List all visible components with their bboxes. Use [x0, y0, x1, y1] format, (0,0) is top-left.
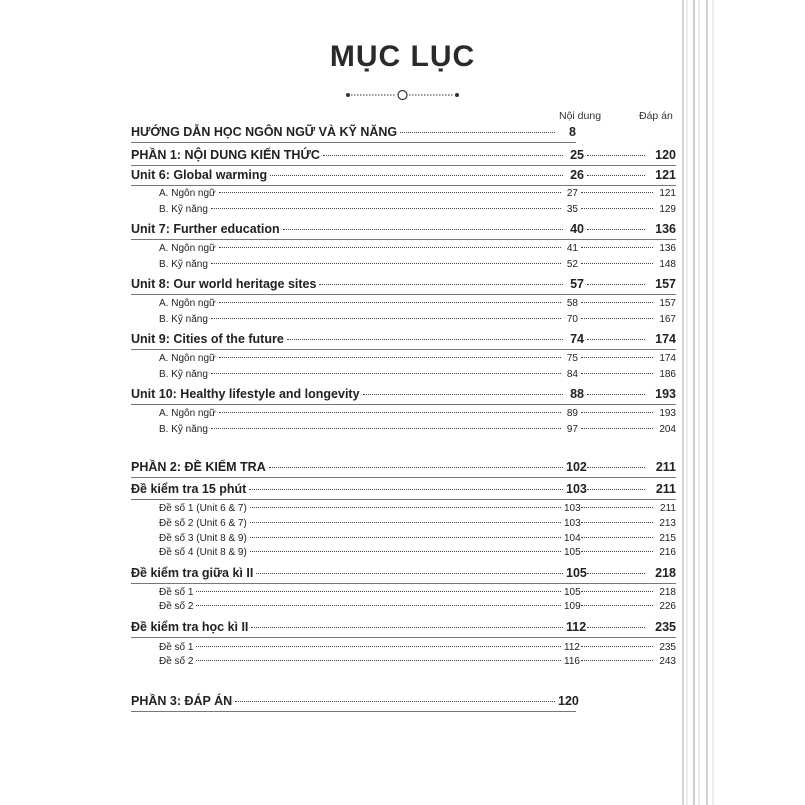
toc-subentry	[159, 314, 676, 325]
dot-leader	[251, 627, 563, 628]
dot-leader	[587, 155, 645, 156]
dot-leader	[196, 646, 561, 647]
toc-answer-page: 213	[659, 518, 676, 529]
dot-leader	[270, 175, 563, 176]
toc-entry-label: A. Ngôn ngữ	[159, 353, 216, 364]
title-divider-ornament	[345, 88, 460, 102]
toc-entry	[131, 620, 676, 634]
dot-leader	[581, 208, 653, 209]
page-title: MỤC LỤC	[329, 40, 476, 73]
dot-leader	[219, 412, 561, 413]
toc-entry-label: Đề số 2	[159, 601, 194, 612]
column-headers	[0, 110, 805, 124]
entry-underline	[131, 349, 676, 350]
toc-content-page: 70	[566, 314, 578, 325]
toc-answer-page: 121	[659, 188, 676, 199]
toc-subentry	[159, 656, 676, 667]
toc-subentry	[159, 587, 676, 598]
entry-underline	[131, 637, 676, 638]
dot-leader	[219, 302, 561, 303]
dot-leader	[581, 591, 653, 592]
toc-entry	[131, 460, 676, 474]
toc-content-page: 103	[564, 518, 581, 529]
toc-answer-page: 174	[659, 353, 676, 364]
toc-content-page: 105	[564, 587, 581, 598]
toc-entry	[131, 125, 576, 139]
toc-answer-page: 148	[659, 259, 676, 270]
toc-entry-label: Unit 8: Our world heritage sites	[131, 277, 317, 291]
toc-content-page: 58	[566, 298, 578, 309]
toc-subentry	[159, 601, 676, 612]
toc-answer-page: 218	[659, 587, 676, 598]
toc-answer-page: 167	[659, 314, 676, 325]
toc-entry-label: Đề số 1	[159, 587, 194, 598]
toc-entry-label: Đề kiểm tra học kì II	[131, 620, 249, 634]
toc-entry-label: A. Ngôn ngữ	[159, 243, 216, 254]
toc-entry-label: B. Kỹ năng	[159, 204, 208, 215]
toc-answer-page: 204	[659, 424, 676, 435]
toc-content-page: 89	[566, 408, 578, 419]
dot-leader	[587, 175, 645, 176]
toc-entry	[131, 482, 676, 496]
toc-answer-page: 235	[655, 620, 676, 634]
toc-content-page: 120	[558, 694, 579, 708]
toc-answer-page: 136	[655, 222, 676, 236]
dot-leader	[581, 318, 653, 319]
toc-entry-label: Unit 10: Healthy lifestyle and longevity	[131, 387, 360, 401]
toc-subentry	[159, 424, 676, 435]
toc-answer-page: 120	[655, 148, 676, 162]
toc-content-page: 40	[570, 222, 584, 236]
toc-content-page: 52	[566, 259, 578, 270]
dot-leader	[587, 229, 645, 230]
dot-leader	[581, 428, 653, 429]
dot-leader	[323, 155, 563, 156]
toc-entry-label: Đề số 3 (Unit 8 & 9)	[159, 533, 247, 544]
toc-content-page: 112	[566, 620, 587, 634]
toc-entry-label: HƯỚNG DẪN HỌC NGÔN NGỮ VÀ KỸ NĂNG	[131, 125, 398, 139]
dot-leader	[283, 229, 563, 230]
toc-content-page: 35	[566, 204, 578, 215]
dot-leader	[250, 522, 561, 523]
toc-subentry	[159, 547, 676, 558]
entry-underline	[131, 583, 676, 584]
entry-underline	[131, 711, 576, 712]
toc-entry-label: PHẦN 3: ĐÁP ÁN	[131, 694, 233, 708]
dot-leader	[269, 467, 563, 468]
dot-leader	[581, 302, 653, 303]
toc-entry	[131, 277, 676, 291]
toc-subentry	[159, 298, 676, 309]
toc-content-page: 41	[566, 243, 578, 254]
column-header-content: Nội dung	[559, 110, 602, 122]
dot-leader	[581, 646, 653, 647]
toc-entry-label: Đề số 1 (Unit 6 & 7)	[159, 503, 247, 514]
toc-entry-label: Đề kiểm tra giữa kì II	[131, 566, 254, 580]
toc-answer-page: 157	[659, 298, 676, 309]
toc-entry	[131, 332, 676, 346]
toc-entry	[131, 566, 676, 580]
toc-entry-label: PHẦN 2: ĐỀ KIỂM TRA	[131, 460, 266, 474]
toc-answer-page: 226	[659, 601, 676, 612]
dot-leader	[219, 357, 561, 358]
dot-leader	[196, 605, 561, 606]
toc-entry-label: Unit 7: Further education	[131, 222, 280, 236]
dot-leader	[211, 263, 561, 264]
toc-content-page: 105	[566, 566, 587, 580]
dot-leader	[581, 373, 653, 374]
toc-answer-page: 136	[659, 243, 676, 254]
entry-underline	[131, 499, 676, 500]
entry-underline	[131, 239, 676, 240]
toc-answer-page: 218	[655, 566, 676, 580]
toc-content-page: 104	[564, 533, 581, 544]
toc-content-page: 84	[566, 369, 578, 380]
toc-content-page: 116	[564, 656, 580, 667]
toc-answer-page: 157	[655, 277, 676, 291]
toc-entry	[131, 168, 676, 182]
entry-underline	[131, 404, 676, 405]
toc-subentry	[159, 408, 676, 419]
toc-content-page: 75	[566, 353, 578, 364]
entry-underline	[131, 294, 676, 295]
toc-subentry	[159, 188, 676, 199]
dot-leader	[250, 537, 561, 538]
toc-entry-label: B. Kỹ năng	[159, 314, 208, 325]
toc-content-page: 88	[570, 387, 584, 401]
dot-leader	[581, 522, 653, 523]
dot-leader	[587, 467, 645, 468]
toc-entry-label: B. Kỹ năng	[159, 259, 208, 270]
dot-leader	[400, 132, 555, 133]
dot-leader	[581, 537, 653, 538]
toc-entry-label: Đề số 2	[159, 656, 194, 667]
toc-answer-page: 211	[655, 460, 676, 474]
toc-subentry	[159, 353, 676, 364]
dot-leader	[319, 284, 563, 285]
toc-entry-label: A. Ngôn ngữ	[159, 188, 216, 199]
toc-answer-page: 186	[659, 369, 676, 380]
dot-leader	[587, 339, 645, 340]
toc-entry-label: B. Kỹ năng	[159, 369, 208, 380]
entry-underline	[131, 165, 676, 166]
dot-leader	[587, 573, 645, 574]
toc-answer-page: 121	[655, 168, 676, 182]
toc-answer-page: 216	[659, 547, 676, 558]
dot-leader	[581, 551, 653, 552]
toc-answer-page: 129	[659, 204, 676, 215]
dot-leader	[581, 605, 653, 606]
toc-entry	[131, 694, 579, 708]
dot-leader	[249, 489, 563, 490]
toc-entry	[131, 387, 676, 401]
toc-subentry	[159, 204, 676, 215]
toc-content-page: 105	[564, 547, 581, 558]
dot-leader	[587, 394, 645, 395]
toc-entry-label: PHẦN 1: NỘI DUNG KIẾN THỨC	[131, 148, 320, 162]
dot-leader	[211, 428, 561, 429]
toc-answer-page: 193	[655, 387, 676, 401]
toc-entry-label: Unit 6: Global warming	[131, 168, 268, 182]
toc-content-page: 27	[566, 188, 578, 199]
toc-entry-label: A. Ngôn ngữ	[159, 408, 216, 419]
toc-subentry	[159, 369, 676, 380]
toc-subentry	[159, 642, 676, 653]
toc-content-page: 112	[564, 642, 580, 653]
toc-answer-page: 211	[660, 503, 676, 514]
dot-leader	[587, 627, 645, 628]
dot-leader	[250, 507, 561, 508]
dot-leader	[211, 208, 561, 209]
dot-leader	[581, 507, 653, 508]
dot-leader	[235, 701, 555, 702]
dot-leader	[287, 339, 563, 340]
toc-entry	[131, 222, 676, 236]
toc-answer-page: 215	[659, 533, 676, 544]
toc-entry	[131, 148, 676, 162]
toc-content-page: 103	[566, 482, 587, 496]
toc-answer-page: 211	[655, 482, 676, 496]
toc-content-page: 74	[570, 332, 584, 346]
toc-content-page: 57	[570, 277, 584, 291]
toc-entry-label: Đề kiểm tra 15 phút	[131, 482, 247, 496]
dot-leader	[219, 192, 561, 193]
dot-leader	[581, 263, 653, 264]
toc-subentry	[159, 503, 676, 514]
toc-entry-label: Đề số 2 (Unit 6 & 7)	[159, 518, 247, 529]
dot-leader	[196, 591, 561, 592]
entry-underline	[131, 477, 676, 478]
toc-entry-label: Đề số 4 (Unit 8 & 9)	[159, 547, 247, 558]
toc-entry-label: A. Ngôn ngữ	[159, 298, 216, 309]
entry-underline	[131, 185, 676, 186]
toc-content-page: 103	[564, 503, 581, 514]
dot-leader	[250, 551, 561, 552]
toc-entry-label: B. Kỹ năng	[159, 424, 208, 435]
toc-entry-label: Đề số 1	[159, 642, 194, 653]
dot-leader	[581, 357, 653, 358]
dot-leader	[211, 373, 561, 374]
toc-subentry	[159, 518, 676, 529]
dot-leader	[587, 489, 645, 490]
dot-leader	[363, 394, 563, 395]
dot-leader	[587, 284, 645, 285]
toc-content-page: 8	[569, 125, 576, 139]
toc-subentry	[159, 259, 676, 270]
toc-entry-label: Unit 9: Cities of the future	[131, 332, 284, 346]
column-header-answers: Đáp án	[639, 110, 673, 122]
toc-subentry	[159, 243, 676, 254]
toc-answer-page: 193	[659, 408, 676, 419]
dot-leader	[581, 412, 653, 413]
dot-leader	[581, 192, 653, 193]
toc-answer-page: 243	[659, 656, 676, 667]
toc-content-page: 109	[564, 601, 581, 612]
toc-content-page: 26	[570, 168, 584, 182]
dot-leader	[256, 573, 563, 574]
toc-answer-page: 235	[659, 642, 676, 653]
toc-content-page: 25	[570, 148, 584, 162]
toc-answer-page: 174	[655, 332, 676, 346]
dot-leader	[211, 318, 561, 319]
toc-content-page: 102	[566, 460, 587, 474]
toc-subentry	[159, 533, 676, 544]
dot-leader	[581, 660, 653, 661]
dot-leader	[196, 660, 561, 661]
dot-leader	[581, 247, 653, 248]
toc-content-page: 97	[566, 424, 578, 435]
dot-leader	[219, 247, 561, 248]
entry-underline	[131, 142, 576, 143]
